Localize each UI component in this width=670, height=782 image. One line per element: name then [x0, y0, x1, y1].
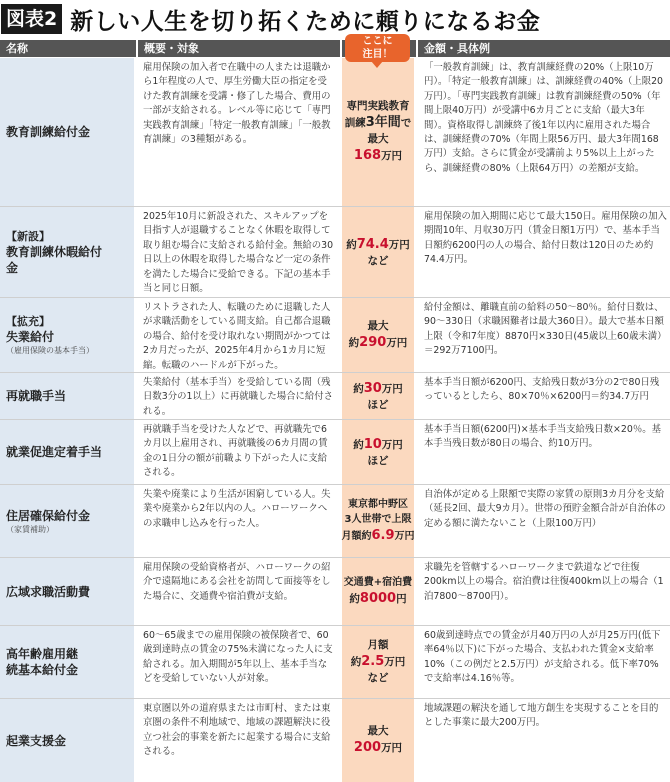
- highlight-amount: [353, 380, 403, 398]
- table-row: [0, 298, 670, 373]
- highlight-unit: 万円: [381, 382, 403, 395]
- highlight-unit: 万円: [384, 656, 406, 668]
- highlight-unit: 万円: [381, 742, 403, 754]
- row-name: 再就職手当: [6, 389, 67, 403]
- highlight-line: 専門実践教育: [346, 100, 410, 112]
- highlight-text: 約: [353, 382, 364, 395]
- row-description: 雇用保険の受給資格者が、ハローワークの紹介で遠隔地にある会社を訪問して面接等をした場合に、交通費や宿泊費が支給。: [138, 558, 340, 625]
- page-title: 新しい人生を切り拓くために頼りになるお金: [70, 8, 541, 35]
- row-name: 教育訓練給付金: [6, 125, 91, 139]
- row-name: 起業支援金: [6, 733, 67, 748]
- row-amount: 基本手当日額が6200円、支給残日数が3分の2で80日残っているとしたら、80×70％×6200円＝約34.7万円: [418, 373, 670, 419]
- row-highlight: [342, 420, 414, 484]
- highlight-value: 10: [363, 436, 382, 452]
- row-name-prefix: 【新設】: [6, 229, 50, 243]
- row-name-prefix: 【拡充】: [6, 315, 50, 328]
- highlight-text: 約: [349, 593, 360, 605]
- row-amount: 地域課題の解決を通して地方創生を実現することを目的とした事業に最大200万円。: [418, 699, 670, 782]
- table-header: [0, 40, 670, 57]
- highlight-line: 3人世帯で上限: [344, 514, 412, 525]
- highlight-line: 東京都中野区: [348, 499, 408, 510]
- highlight-unit: 万円: [381, 438, 403, 451]
- callout-line-2: 注目！: [362, 49, 393, 60]
- row-description: リストラされた人、転職のために退職した人が求職活動をしている間支給。自己都合退職の場合、給付を受け取れない期間がかつては2カ月だったが、2025年4月から1カ月に短縮。転職のハードルが下がった。: [138, 298, 340, 372]
- highlight-unit: 万円: [394, 531, 415, 542]
- highlight-line: 最大: [367, 133, 389, 145]
- highlight-text: 訓練: [344, 117, 366, 129]
- row-amount: 基本手当日額(6200円)×基本手当支給残日数×20％。基本手当残日数が80日の場合、約10万円。: [418, 420, 670, 484]
- table-row: [0, 626, 670, 699]
- highlight-amount: [354, 147, 402, 165]
- attention-callout: [345, 34, 410, 62]
- highlight-text: で: [400, 117, 412, 129]
- row-highlight: [342, 207, 414, 297]
- highlight-value: 30: [363, 380, 382, 396]
- highlight-amount: [349, 590, 406, 608]
- row-amount: 雇用保険の加入期間に応じて最大150日。雇用保険の加入期間10年、月収30万円（賃金日額1万円）で、基本手当日額約6200円の人の場合、給付日数は120日のため約74.4万円。: [418, 207, 670, 297]
- row-name-cell: [0, 626, 136, 698]
- highlight-amount: [341, 527, 414, 545]
- row-name-cell: [0, 207, 136, 297]
- row-description: 再就職手当を受けた人などで、再就職先で6カ月以上雇用され、再就職後の6カ月間の賃金の1日分の額が前職より下がった人に支給される。: [138, 420, 340, 484]
- figure-label: 図表2: [1, 4, 62, 34]
- row-name: 住居確保給付金: [6, 508, 91, 523]
- title-bar: [0, 0, 670, 38]
- highlight-amount: [346, 236, 410, 254]
- row-name-cell: [0, 373, 136, 419]
- highlight-line: ほど: [367, 454, 389, 467]
- highlight-unit: 円: [396, 593, 407, 605]
- row-amount: 60歳到達時点での賃金が月40万円の人が月25万円(低下率64％以下)に下がった場合、支払われた賃金×支給率10%（この例だと2.5万円）が支給される。低下率70%で支給率は4.16％等。: [418, 626, 670, 698]
- highlight-text: 約: [346, 238, 357, 251]
- highlight-value: 2.5: [361, 654, 385, 669]
- row-amount: 「一般教育訓練」は、教育訓練経費の20%（上限10万円）。「特定一般教育訓練」は、訓練経費の40%（上限20万円）。「専門実践教育訓練」は教育訓練経費の50%（年間上限40万円）が受講中6カ月ごとに支給（最大3年間）。資格取得し訓練終了後1年以内に雇用された場合は、訓練経費の70%（年間上限56万円、最大3年間168万円）支給。さらに賃金が受講前より5%以上上がったら、訓練経費の80%（上限64万円）の差額が支給。: [418, 58, 670, 206]
- callout-tail: [371, 61, 383, 68]
- row-highlight: [342, 558, 414, 625]
- table-row: [0, 558, 670, 626]
- highlight-line: 月額: [367, 639, 389, 651]
- highlight-value: 74.4: [356, 236, 389, 252]
- highlight-unit: 万円: [386, 336, 408, 349]
- row-name-cell: [0, 298, 136, 372]
- table-row: [0, 699, 670, 782]
- header-overview: 概要・対象: [138, 40, 340, 57]
- row-amount: 給付金額は、離職直前の給料の50〜80％。給付日数は、90〜330日（求職困難者は最大360日）。最大で基本日額上限（令和7年度）8870円×330日(45歳以上60歳未満）＝292万7100円。: [418, 298, 670, 372]
- row-amount: 自治体が定める上限額で実際の家賃の原則3カ月分を支給（延長2回、最大9カ月）。世帯の預貯金額合計が自治体の定める額に満たないこと（上限100万円）: [418, 485, 670, 557]
- highlight-value: 6.9: [371, 528, 395, 543]
- row-description: 60〜65歳までの雇用保険の被保険者で、60歳到達時点の賃金の75%未満になった人に支給される。加入期間が5年以上、基本手当などを受給していない人が対象。: [138, 626, 340, 698]
- table-row: [0, 207, 670, 298]
- highlight-value: 290: [359, 334, 387, 350]
- row-description: 雇用保険の加入者で在職中の人または退職から1年程度の人で、厚生労働大臣の指定を受けた教育訓練を受講・修了した場合、費用の一部が支給される。レベル等に応じて「専門実践教育訓練」「特定一般教育訓練」「一般教育訓練」の3種類がある。: [138, 58, 340, 206]
- highlight-emphasis: 3年間: [365, 115, 401, 130]
- row-name-cell: [0, 699, 136, 782]
- row-highlight: [342, 58, 414, 206]
- row-name-cell: [0, 58, 136, 206]
- row-name-sub: （家賃補助）: [6, 524, 54, 534]
- highlight-value: 168: [353, 148, 382, 163]
- table-row: [0, 58, 670, 207]
- row-description: 東京圏以外の道府県または市町村、または東京圏の条件不利地域で、地域の課題解決に役立つ社会的事業を新たに起業する場合に支給される。: [138, 699, 340, 782]
- highlight-amount: [354, 739, 402, 757]
- highlight-value: 200: [353, 740, 382, 755]
- row-name-sub: （雇用保険の基本手当）: [6, 346, 94, 355]
- highlight-line: など: [367, 254, 389, 267]
- row-highlight: [342, 626, 414, 698]
- row-name-cell: [0, 558, 136, 625]
- row-amount: 求職先を管轄するハローワークまで鉄道などで往復200km以上の場合。宿泊費は往復400km以上の場合（1泊7800〜8700円）。: [418, 558, 670, 625]
- row-description: 2025年10月に新設された、スキルアップを目指す人が退職することなく休暇を取得して取り組む場合に支給される給付金。無給の30日以上の休暇を取得した場合など一定の条件を満たした場合に受給できる。下記の基本手当と同じ日額。: [138, 207, 340, 297]
- row-highlight: [342, 699, 414, 782]
- highlight-line: [345, 114, 412, 132]
- highlight-line: 最大: [367, 725, 389, 737]
- row-name: 失業給付: [6, 330, 55, 344]
- row-highlight: [342, 298, 414, 372]
- row-highlight: [342, 373, 414, 419]
- highlight-text: 月額約: [341, 531, 372, 542]
- highlight-value: 8000: [359, 591, 397, 606]
- highlight-amount: [353, 436, 403, 454]
- highlight-text: 約: [348, 336, 360, 349]
- table-row: [0, 485, 670, 558]
- row-name: 教育訓練休暇給付金: [6, 244, 103, 275]
- row-name-cell: [0, 420, 136, 484]
- highlight-amount: [349, 334, 408, 352]
- highlight-line: 交通費+宿泊費: [343, 577, 413, 588]
- highlight-unit: 万円: [388, 238, 410, 251]
- highlight-amount: [351, 653, 406, 671]
- row-name: 広域求職活動費: [6, 584, 91, 599]
- row-highlight: [342, 485, 414, 557]
- highlight-line: など: [367, 672, 389, 684]
- callout-line-1: ここに: [362, 36, 393, 47]
- row-name: 高年齢雇用継続基本給付金: [6, 647, 79, 677]
- row-description: 失業給付（基本手当）を受給している間（残日数3分の1以上）に再就職した場合に給付される。: [138, 373, 340, 419]
- highlight-text: 約: [350, 656, 362, 668]
- header-name: 名称: [0, 40, 136, 57]
- header-amount: 金額・具体例: [418, 40, 670, 57]
- row-description: 失業や廃業により生活が困窮している人。失業や廃業から2年以内の人。ハローワークへの求職申し込みを行った人。: [138, 485, 340, 557]
- row-name-cell: [0, 485, 136, 557]
- table-row: [0, 420, 670, 485]
- highlight-text: 約: [353, 438, 364, 451]
- row-name: 就業促進定着手当: [6, 445, 103, 459]
- highlight-line: 最大: [367, 319, 389, 332]
- highlight-unit: 万円: [381, 150, 403, 162]
- table-row: [0, 373, 670, 420]
- highlight-line: ほど: [367, 398, 389, 411]
